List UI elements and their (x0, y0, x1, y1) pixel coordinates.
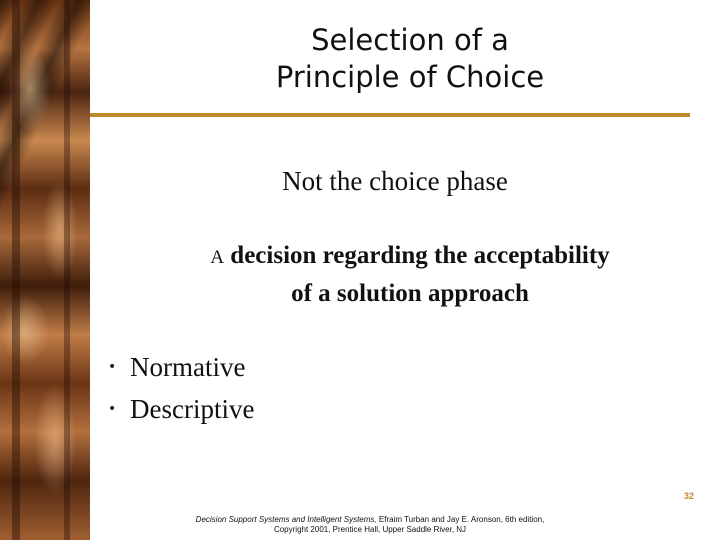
definition-line-2: of a solution approach (291, 280, 529, 307)
bullet-label: Descriptive (130, 393, 255, 424)
definition-lead-letter: A (210, 247, 225, 268)
subheading: Not the choice phase (282, 166, 508, 196)
title-underline-rule (90, 113, 690, 117)
bullet-icon: • (108, 401, 117, 417)
slide-title (150, 22, 670, 96)
footer-book-title: Decision Support Systems and Intelligent Systems, (195, 515, 377, 524)
definition-line-1 (150, 238, 670, 276)
bullet-label: Normative (130, 351, 246, 382)
footer-authors: Efraim Turban and Jay E. Aronson, 6th edition, (376, 515, 545, 524)
bullet-item-descriptive (108, 388, 254, 430)
footer-line-1 (140, 515, 600, 525)
definition-line-1-text: decision regarding the acceptability (230, 242, 610, 269)
bullet-list (108, 346, 254, 430)
bullet-item-normative (108, 346, 254, 388)
slide-title-line-1: Selection of a (311, 23, 509, 57)
page-number: 32 (683, 491, 694, 501)
wood-shadow-stripe (64, 0, 70, 540)
wood-shadow-stripe (12, 0, 20, 540)
footer-line-2: Copyright 2001, Prentice Hall, Upper Saddle River, NJ (273, 525, 467, 534)
definition-text (150, 238, 670, 312)
slide-title-line-2: Principle of Choice (275, 60, 545, 94)
footer-citation (140, 515, 600, 535)
bullet-icon: • (108, 359, 117, 375)
